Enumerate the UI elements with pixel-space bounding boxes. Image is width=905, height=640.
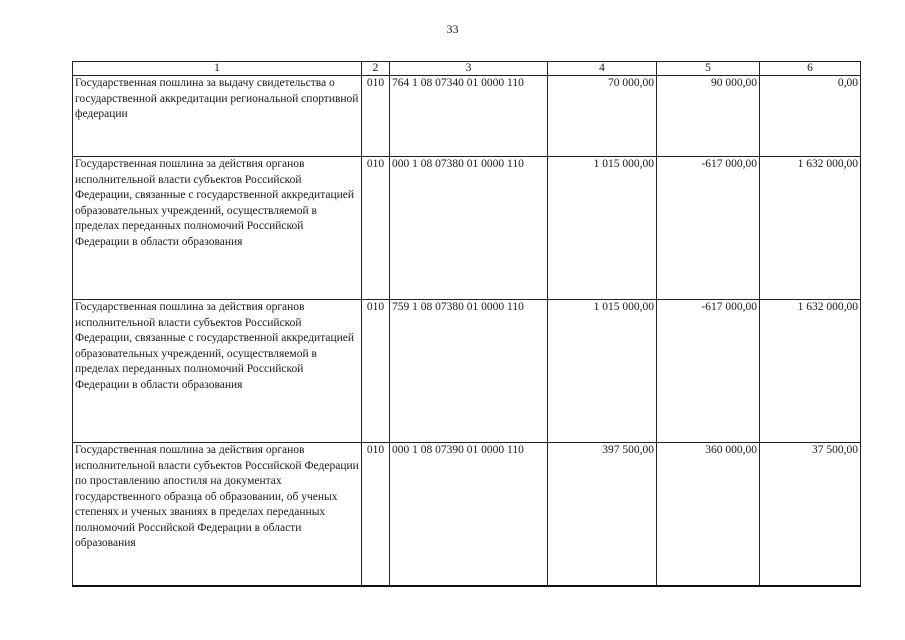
amount-col5-cell: 360 000,00 (657, 443, 760, 587)
header-col-1: 1 (73, 62, 362, 76)
amount-col6-cell: 37 500,00 (760, 443, 861, 587)
revenue-name-cell: Государственная пошлина за выдачу свидетельства о государственной аккредитации региональной спортивной федерации (73, 76, 362, 157)
header-col-6: 6 (760, 62, 861, 76)
budget-code-cell: 759 1 08 07380 01 0000 110 (390, 300, 548, 443)
header-row (73, 62, 861, 76)
amount-col5-cell: -617 000,00 (657, 157, 760, 300)
table-row (73, 157, 861, 300)
revenue-name-cell: Государственная пошлина за действия органов исполнительной власти субъектов Российской Федерации, связанные с государственной аккредитацией образовательных учреждений, осуществляемой в пределах переданных полномочий Российской Федерации в области образования (73, 300, 362, 443)
revenue-name-cell: Государственная пошлина за действия органов исполнительной власти субъектов Российской Федерации по проставлению апостиля на документах государственного образца об образовании, об ученых степенях и ученых званиях в пределах переданных полномочий Российской Федерации в области образования (73, 443, 362, 587)
line-code-cell: 010 (362, 300, 390, 443)
amount-col6-cell: 1 632 000,00 (760, 157, 861, 300)
amount-col4-cell: 397 500,00 (548, 443, 657, 587)
amount-col4-cell: 1 015 000,00 (548, 157, 657, 300)
revenue-name-cell: Государственная пошлина за действия органов исполнительной власти субъектов Российской Федерации, связанные с государственной аккредитацией образовательных учреждений, осуществляемой в пределах переданных полномочий Российской Федерации в области образования (73, 157, 362, 300)
amount-col6-cell: 0,00 (760, 76, 861, 157)
line-code-cell: 010 (362, 157, 390, 300)
header-col-5: 5 (657, 62, 760, 76)
budget-code-cell: 764 1 08 07340 01 0000 110 (390, 76, 548, 157)
header-col-2: 2 (362, 62, 390, 76)
table-row (73, 443, 861, 587)
amount-col6-cell: 1 632 000,00 (760, 300, 861, 443)
header-col-3: 3 (390, 62, 548, 76)
table-row (73, 76, 861, 157)
line-code-cell: 010 (362, 76, 390, 157)
amount-col4-cell: 1 015 000,00 (548, 300, 657, 443)
page-number: 33 (446, 22, 459, 36)
budget-code-cell: 000 1 08 07390 01 0000 110 (390, 443, 548, 587)
amount-col4-cell: 70 000,00 (548, 76, 657, 157)
report-table (72, 61, 861, 587)
header-col-4: 4 (548, 62, 657, 76)
budget-code-cell: 000 1 08 07380 01 0000 110 (390, 157, 548, 300)
amount-col5-cell: 90 000,00 (657, 76, 760, 157)
line-code-cell: 010 (362, 443, 390, 587)
table-row (73, 300, 861, 443)
amount-col5-cell: -617 000,00 (657, 300, 760, 443)
